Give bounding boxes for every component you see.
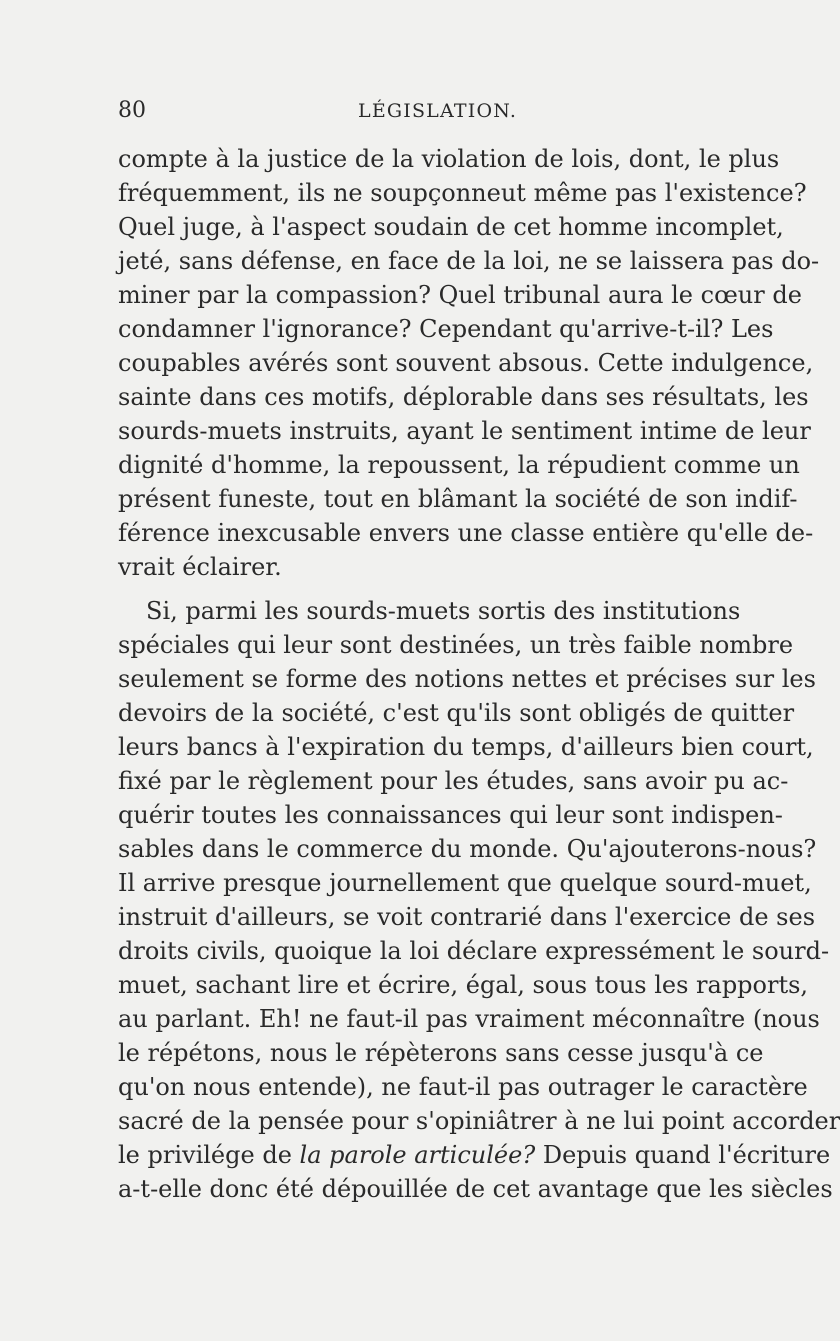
text-line: condamner l'ignorance? Cependant qu'arrive-t-il? Les <box>118 315 774 343</box>
body-text <box>118 142 840 1206</box>
text-fragment: le privilége de <box>118 1141 300 1169</box>
text-line: sables dans le commerce du monde. Qu'ajouterons-nous? <box>118 835 817 863</box>
text-line: a-t-elle donc été dépouillée de cet avantage que les siècles <box>118 1175 833 1203</box>
text-line: jeté, sans défense, en face de la loi, ne se laissera pas do- <box>118 247 820 275</box>
text-line: Quel juge, à l'aspect soudain de cet homme incomplet, <box>118 213 784 241</box>
page-header <box>118 98 738 138</box>
italic-phrase: la parole articulée? <box>299 1141 536 1169</box>
text-line: quérir toutes les connaissances qui leur sont indispen- <box>118 801 783 829</box>
page-number: 80 <box>118 98 146 123</box>
text-line: Il arrive presque journellement que quelque sourd-muet, <box>118 869 812 897</box>
text-line: compte à la justice de la violation de lois, dont, le plus <box>118 145 780 173</box>
running-title: LÉGISLATION. <box>358 100 518 122</box>
text-line: coupables avérés sont souvent absous. Cette indulgence, <box>118 349 814 377</box>
text-fragment: Depuis quand l'écriture <box>535 1141 831 1169</box>
text-line: droits civils, quoique la loi déclare expressément le sourd- <box>118 937 830 965</box>
text-line: sourds-muets instruits, ayant le sentiment intime de leur <box>118 417 811 445</box>
text-line: présent funeste, tout en blâmant la société de son indif- <box>118 485 798 513</box>
text-line-with-italic <box>118 1138 831 1172</box>
text-line: spéciales qui leur sont destinées, un très faible nombre <box>118 631 794 659</box>
text-line: instruit d'ailleurs, se voit contrarié dans l'exercice de ses <box>118 903 816 931</box>
text-line: vrait éclairer. <box>118 553 282 581</box>
text-line: le répétons, nous le répèterons sans cesse jusqu'à ce <box>118 1039 764 1067</box>
text-line: Si, parmi les sourds-muets sortis des institutions <box>146 597 741 625</box>
text-line: seulement se forme des notions nettes et précises sur les <box>118 665 816 693</box>
text-line: muet, sachant lire et écrire, égal, sous tous les rapports, <box>118 971 809 999</box>
text-line: dignité d'homme, la repoussent, la répudient comme un <box>118 451 800 479</box>
text-line: au parlant. Eh! ne faut-il pas vraiment méconnaître (nous <box>118 1005 820 1033</box>
text-line: sainte dans ces motifs, déplorable dans ses résultats, les <box>118 383 809 411</box>
text-line: sacré de la pensée pour s'opiniâtrer à ne lui point accorder <box>118 1107 840 1135</box>
text-line: férence inexcusable envers une classe entière qu'elle de- <box>118 519 814 547</box>
text-line: fréquemment, ils ne soupçonneut même pas l'existence? <box>118 179 807 207</box>
text-line: qu'on nous entende), ne faut-il pas outrager le caractère <box>118 1073 808 1101</box>
text-line: fixé par le règlement pour les études, sans avoir pu ac- <box>118 767 789 795</box>
text-line: devoirs de la société, c'est qu'ils sont obligés de quitter <box>118 699 795 727</box>
paragraph-gap <box>118 584 738 594</box>
text-line: leurs bancs à l'expiration du temps, d'ailleurs bien court, <box>118 733 814 761</box>
text-line: miner par la compassion? Quel tribunal aura le cœur de <box>118 281 802 309</box>
